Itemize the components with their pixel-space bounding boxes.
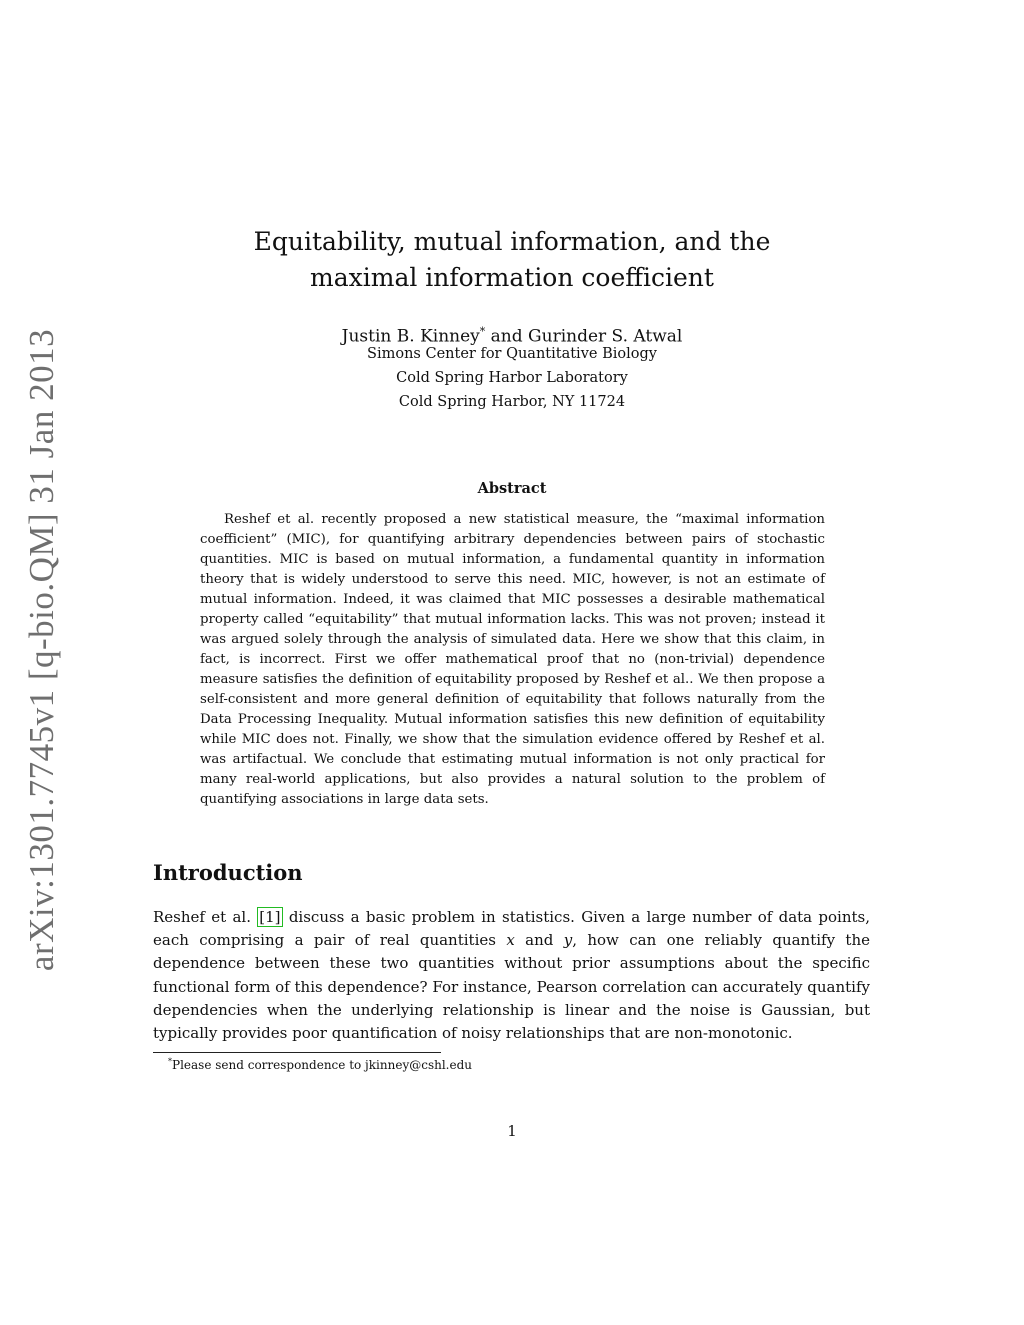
footnote-divider (153, 1052, 441, 1053)
citation-link[interactable]: [1] (259, 908, 281, 926)
arxiv-stamp (0, 0, 80, 1325)
intro-text-start: Reshef et al. (153, 908, 258, 926)
intro-text-rest: , how can one reliably quantify the dependence between these two quantities without prior assumptions about the specific functional form of this dependence? For instance, Pearson correlation can accurately quantify dependencies when the underlying relationship is linear and the noise is Gaussian, but typically provides poor quantification of noisy relationships that are non-monotonic. (153, 931, 870, 1043)
affiliation-line-3: Cold Spring Harbor, NY 11724 (398, 394, 626, 410)
page-number: 1 (507, 1122, 517, 1140)
variable-x: x (506, 931, 515, 950)
first-author: Justin B. Kinney (341, 326, 480, 347)
arxiv-identifier: arXiv:1301.7745v1 [q-bio.QM] 31 Jan 2013 (22, 328, 61, 972)
introduction-paragraph (153, 906, 870, 1045)
abstract-body: Reshef et al. recently proposed a new statistical measure, the “maximal information coefficient” (MIC), for quantifying arbitrary dependencies between pairs of stochastic quantities. MIC is based on mutual information, a fundamental quantity in information theory that is widely understood to serve this need. MIC, however, is not an estimate of mutual information. Indeed, it was claimed that MIC possesses a desirable mathematical property called “equitability” that mutual information lacks. This was not proven; instead it was argued solely through the analysis of simulated data. Here we show that this claim, in fact, is incorrect. First we offer mathematical proof that no (non-trivial) dependence measure satisfies the definition of equitability proposed by Reshef et al.. We then propose a self-consistent and more general definition of equitability that follows naturally from the Data Processing Inequality. Mutual information satisfies this new definition of equitability while MIC does not. Finally, we show that the simulation evidence offered by Reshef et al. was artifactual. We conclude that estimating mutual information is not only practical for many real-world applications, but also provides a natural solution to the problem of quantifying associations in large data sets. (200, 512, 825, 807)
title-line-1: Equitability, mutual information, and the (253, 227, 771, 256)
intro-text-and: and (514, 931, 564, 950)
other-authors: and Gurinder S. Atwal (485, 326, 683, 347)
footnote (168, 1057, 472, 1072)
affiliation-line-1: Simons Center for Quantitative Biology (367, 346, 657, 362)
footnote-text: Please send correspondence to jkinney@cshl.edu (172, 1058, 472, 1072)
intro-text-middle: discuss a basic problem in statistics. Given a large number of data points, each comprising a pair of real quantities (153, 908, 870, 950)
affiliation-line-2: Cold Spring Harbor Laboratory (396, 370, 628, 386)
abstract-heading: Abstract (477, 480, 547, 497)
introduction-heading: Introduction (153, 860, 303, 885)
author-list (150, 320, 874, 349)
title-line-2: maximal information coefficient (310, 263, 714, 292)
author-footnote-mark: * (479, 325, 486, 338)
footnote-mark: * (168, 1057, 172, 1066)
variable-y: y (563, 931, 573, 950)
paper-title (150, 224, 874, 296)
